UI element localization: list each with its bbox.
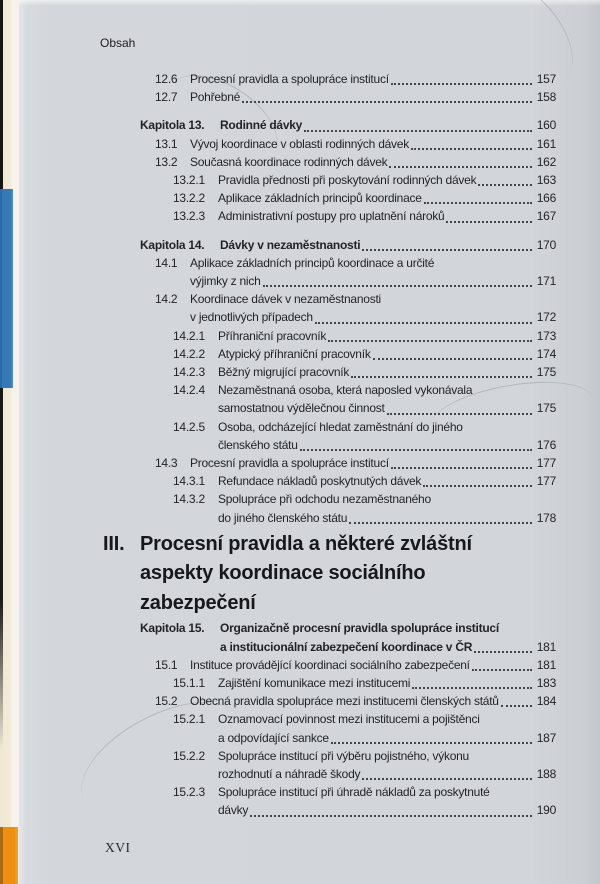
toc-entry-text: samostatnou výdělečnou činnost (218, 401, 385, 416)
toc-page-number: 160 (536, 118, 556, 133)
toc-entry-line (190, 88, 556, 106)
toc-entry-number: 14.2.4 (173, 383, 205, 398)
toc-page-number: 177 (536, 474, 556, 489)
toc-page-number: 177 (536, 456, 556, 471)
toc-entry (140, 236, 556, 254)
toc-entry-text: Dávky v nezaměstnanosti (220, 237, 361, 252)
toc-entry-text: Zajištění komunikace mezi institucemi (218, 675, 411, 690)
toc-entry (140, 363, 556, 381)
toc-entry-number: 14.2.1 (173, 328, 205, 343)
toc-entry-line (220, 619, 556, 637)
part-title-line: zabezpečení (140, 591, 256, 614)
toc-entry-number: 15.1.1 (173, 675, 205, 690)
toc-entry-body (218, 327, 556, 345)
toc-entry-number: Kapitola 14. (140, 237, 205, 252)
toc-page-number: 161 (536, 136, 556, 151)
toc-entry-line (218, 674, 556, 692)
dot-leader (362, 249, 532, 251)
toc-entry-number: 15.2 (155, 694, 178, 709)
toc-entry-text: Administrativní postupy pro uplatnění nároků (218, 209, 445, 224)
dot-leader (424, 202, 532, 204)
toc-entry-body (218, 363, 556, 381)
toc-page-number: 172 (536, 310, 556, 325)
toc-entry-text: Organizačně procesní pravidla spolupráce institucí (220, 621, 499, 636)
part-title-line: Procesní pravidla a některé zvláštní (140, 532, 472, 555)
toc-page-number: 170 (536, 237, 556, 252)
toc-entry-body (218, 418, 556, 454)
toc-entry-number: 15.2.2 (173, 748, 205, 763)
toc-entry-number: 15.1 (155, 657, 178, 672)
toc-entry-text: členského státu (218, 437, 298, 452)
toc-entry-text: Atypický příhraniční pracovník (218, 346, 371, 361)
toc-entry-number: 14.2.3 (173, 365, 205, 380)
toc-entry (140, 254, 556, 290)
toc-entry-line (218, 436, 556, 454)
toc-entry-line (218, 381, 556, 399)
toc-page-number: 181 (536, 639, 556, 654)
toc-entry-number: 12.7 (155, 90, 178, 105)
dot-leader (391, 467, 532, 469)
toc-entry-body (218, 171, 556, 189)
dot-leader (478, 184, 532, 186)
dot-leader (315, 322, 532, 324)
toc-entry-body (218, 747, 556, 783)
toc-entry-body (220, 619, 556, 655)
dot-leader (328, 340, 532, 342)
toc-entry-number: 13.2.2 (173, 191, 205, 206)
toc-entry-line (218, 418, 556, 436)
toc-entry (140, 472, 556, 490)
toc-entry-number: 14.2.2 (173, 346, 205, 361)
toc-entry-text: Nezaměstnaná osoba, která naposled vykonávala (218, 383, 473, 398)
toc-entry-number: 12.6 (155, 72, 178, 86)
toc-entry-body (218, 783, 556, 819)
toc-entry-line (218, 345, 556, 363)
toc-entry-text: dávky (218, 803, 249, 818)
dot-leader (300, 449, 532, 451)
toc-page-number: 173 (536, 328, 556, 343)
dot-leader (362, 778, 532, 780)
toc-entry-text: výjimky z nich (190, 274, 261, 289)
toc-entry-body (190, 454, 556, 472)
toc-entry-line (218, 710, 556, 728)
toc-entry (140, 783, 556, 819)
toc-page-number: 157 (536, 72, 556, 86)
toc-entry-body (190, 135, 556, 153)
running-header: Obsah (100, 36, 136, 50)
toc-page-number: 176 (536, 437, 556, 452)
toc-entry (140, 116, 556, 134)
toc-entry-body (190, 656, 556, 674)
dot-leader (351, 376, 532, 378)
toc-entry-line (218, 509, 556, 527)
dot-leader (250, 815, 532, 817)
toc-entry-body (190, 290, 556, 326)
toc-entry-line (218, 189, 556, 207)
toc-entry-line (218, 783, 556, 801)
toc-entry-line (218, 801, 556, 819)
dot-leader (423, 485, 532, 487)
toc-entry-number: 14.2 (155, 292, 178, 307)
page-surface (19, 0, 600, 884)
toc-page-number: 175 (536, 401, 556, 416)
toc-entry-number: 14.3.1 (173, 474, 205, 489)
toc-entry (140, 710, 556, 746)
toc-entry-number: 14.1 (155, 255, 178, 270)
toc-entry-text: Instituce provádějící koordinaci sociálního zabezpečení (190, 657, 470, 672)
toc-entry-text: Spolupráce při odchodu nezaměstnaného (218, 492, 431, 507)
toc-page-number: 187 (536, 730, 556, 745)
part-title (140, 530, 556, 619)
toc-entry-text: Aplikace základních principů koordinace a určité (190, 255, 435, 270)
toc-entry (140, 490, 556, 526)
toc-entry (140, 656, 556, 674)
toc-entry-line (190, 153, 556, 171)
toc-entry-line (218, 399, 556, 417)
toc-entry-text: Procesní pravidla a spolupráce institucí (190, 72, 389, 86)
dot-leader (446, 221, 532, 223)
toc-entry-number: 13.2.3 (173, 209, 205, 224)
toc-entry-line (190, 656, 556, 674)
toc-entry-body (218, 345, 556, 363)
toc-page-number: 175 (536, 365, 556, 380)
toc-entry-number: 13.2 (155, 154, 178, 169)
toc-entry-line (218, 472, 556, 490)
toc-page-number: 158 (536, 90, 556, 105)
toc-entry-line (190, 454, 556, 472)
toc-entry (140, 290, 556, 326)
toc-entry-text: Oznamovací povinnost mezi institucemi a pojištěnci (218, 712, 480, 727)
toc-entry-text: a institucionální zabezpečení koordinace v ČR (220, 639, 473, 654)
toc-entry-line (220, 116, 556, 134)
part-heading (103, 530, 556, 619)
part-title-line: aspekty koordinace sociálního (140, 562, 426, 585)
blue-spine-stripe (0, 189, 13, 388)
toc-entry-text: Osoba, odcházející hledat zaměstnání do jiného (218, 419, 463, 434)
toc-page-number: 174 (536, 346, 556, 361)
dot-leader (412, 687, 532, 689)
toc-entry-text: Spolupráce institucí při výběru pojistného, výkonu (218, 748, 469, 763)
part-number: III. (103, 532, 125, 555)
toc-entry (140, 692, 556, 710)
toc-entry-text: Současná koordinace rodinných dávek (190, 154, 388, 169)
toc-entry (140, 674, 556, 692)
toc-entry-body (190, 692, 556, 710)
toc-entry (140, 153, 556, 171)
toc-entry (140, 135, 556, 153)
toc-entry-line (218, 729, 556, 747)
toc-entry-body (190, 88, 556, 106)
toc-page-number: 166 (536, 191, 556, 206)
toc-entry (140, 327, 556, 345)
toc-entry-body (218, 207, 556, 225)
toc-entry-body (218, 490, 556, 526)
toc-entry-body (190, 153, 556, 171)
dot-leader (331, 742, 532, 744)
toc-entry (140, 418, 556, 454)
dot-leader (472, 669, 532, 671)
dot-leader (501, 705, 532, 707)
toc-entry (140, 619, 556, 655)
toc-entry-line (190, 135, 556, 153)
toc-entry-body (190, 254, 556, 290)
toc-page-number: 167 (536, 209, 556, 224)
toc-entry-number: Kapitola 13. (140, 118, 205, 133)
toc-entry-line (190, 692, 556, 710)
toc-page-number: 183 (536, 675, 556, 690)
toc-entry-number: 15.2.1 (173, 712, 205, 727)
dot-leader (389, 166, 532, 168)
toc-entry-body (218, 381, 556, 417)
toc-entry-text: Refundace nákladů poskytnutých dávek (218, 474, 422, 489)
toc-entry-line (220, 236, 556, 254)
toc-entry (140, 70, 556, 88)
dot-leader (411, 148, 532, 150)
toc-entry-line (218, 171, 556, 189)
toc-entry-text: rozhodnutí a náhradě škody (218, 767, 361, 781)
toc-entry-line (218, 327, 556, 345)
toc-entry-body (218, 189, 556, 207)
toc-entry-body (218, 710, 556, 746)
toc-entry-line (190, 290, 556, 308)
toc-entry-text: a odpovídající sankce (218, 730, 329, 745)
toc-entry-line (218, 207, 556, 225)
toc-entry-line (220, 638, 556, 656)
toc-entry-text: Aplikace základních principů koordinace (218, 191, 422, 206)
toc-entry-text: Koordinace dávek v nezaměstnanosti (190, 292, 381, 307)
dot-leader (263, 285, 532, 287)
toc-page-number: 188 (536, 767, 556, 781)
dot-leader (373, 358, 532, 360)
toc-entry-line (218, 363, 556, 381)
toc-entry-number: 14.3.2 (173, 492, 205, 507)
toc-entry-line (190, 254, 556, 272)
dot-leader (349, 522, 532, 524)
toc-entry (140, 189, 556, 207)
toc-entry-body (218, 674, 556, 692)
orange-spine-stripe (0, 827, 18, 884)
page-number-footer: XVI (105, 840, 131, 855)
toc-page-number: 162 (536, 154, 556, 169)
toc-page-number: 178 (536, 510, 556, 525)
toc-entry (140, 345, 556, 363)
toc-entry (140, 171, 556, 189)
toc-entry (140, 454, 556, 472)
toc-entry-text: Pravidla přednosti při poskytování rodinných dávek (218, 173, 477, 188)
toc-entry-number: Kapitola 15. (140, 621, 205, 636)
toc-entry-text: Spolupráce institucí při úhradě nákladů za poskytnuté (218, 785, 490, 800)
toc-entry-body (220, 116, 556, 134)
toc-entry (140, 207, 556, 225)
toc-entry-body (220, 236, 556, 254)
toc-entry-line (190, 272, 556, 290)
toc-entry-text: Příhraniční pracovník (218, 328, 327, 343)
toc-entry-body (218, 472, 556, 490)
toc-entry-text: Obecná pravidla spolupráce mezi institucemi členských států (190, 694, 499, 709)
toc-entry-number: 15.2.3 (173, 785, 205, 800)
toc-page-number: 171 (536, 274, 556, 289)
toc-page-number: 163 (536, 173, 556, 188)
toc-entry-number: 13.1 (155, 136, 178, 151)
toc-entry-body (190, 70, 556, 88)
toc-entry-text: Běžný migrující pracovník (218, 365, 350, 380)
toc-page-number: 181 (536, 657, 556, 672)
toc-page-number: 184 (536, 694, 556, 709)
toc-entry-number: 14.3 (155, 456, 178, 471)
toc-entry-text: do jiného členského státu (218, 510, 348, 525)
toc-entry (140, 381, 556, 417)
toc-entry-number: 13.2.1 (173, 173, 205, 188)
toc-entry-text: Pohřebné (190, 90, 241, 105)
dot-leader (474, 651, 532, 653)
toc-list (103, 70, 556, 820)
toc-entry-text: Procesní pravidla a spolupráce institucí (190, 456, 389, 471)
toc-entry-line (218, 747, 556, 765)
toc-entry (140, 747, 556, 783)
toc-entry-line (218, 490, 556, 508)
toc-entry (140, 88, 556, 106)
toc-page-number: 190 (536, 803, 556, 818)
dot-leader (391, 83, 532, 85)
dot-leader (387, 413, 532, 415)
toc-entry-line (190, 70, 556, 88)
toc-entry-text: v jednotlivých případech (190, 310, 313, 325)
toc-entry-text: Rodinné dávky (220, 118, 303, 133)
toc-entry-line (190, 308, 556, 326)
dot-leader (304, 130, 532, 132)
toc-entry-text: Vývoj koordinace v oblasti rodinných dávek (190, 136, 409, 151)
toc-entry-number: 14.2.5 (173, 419, 205, 434)
dot-leader (242, 101, 532, 103)
toc-entry-line (218, 765, 556, 783)
